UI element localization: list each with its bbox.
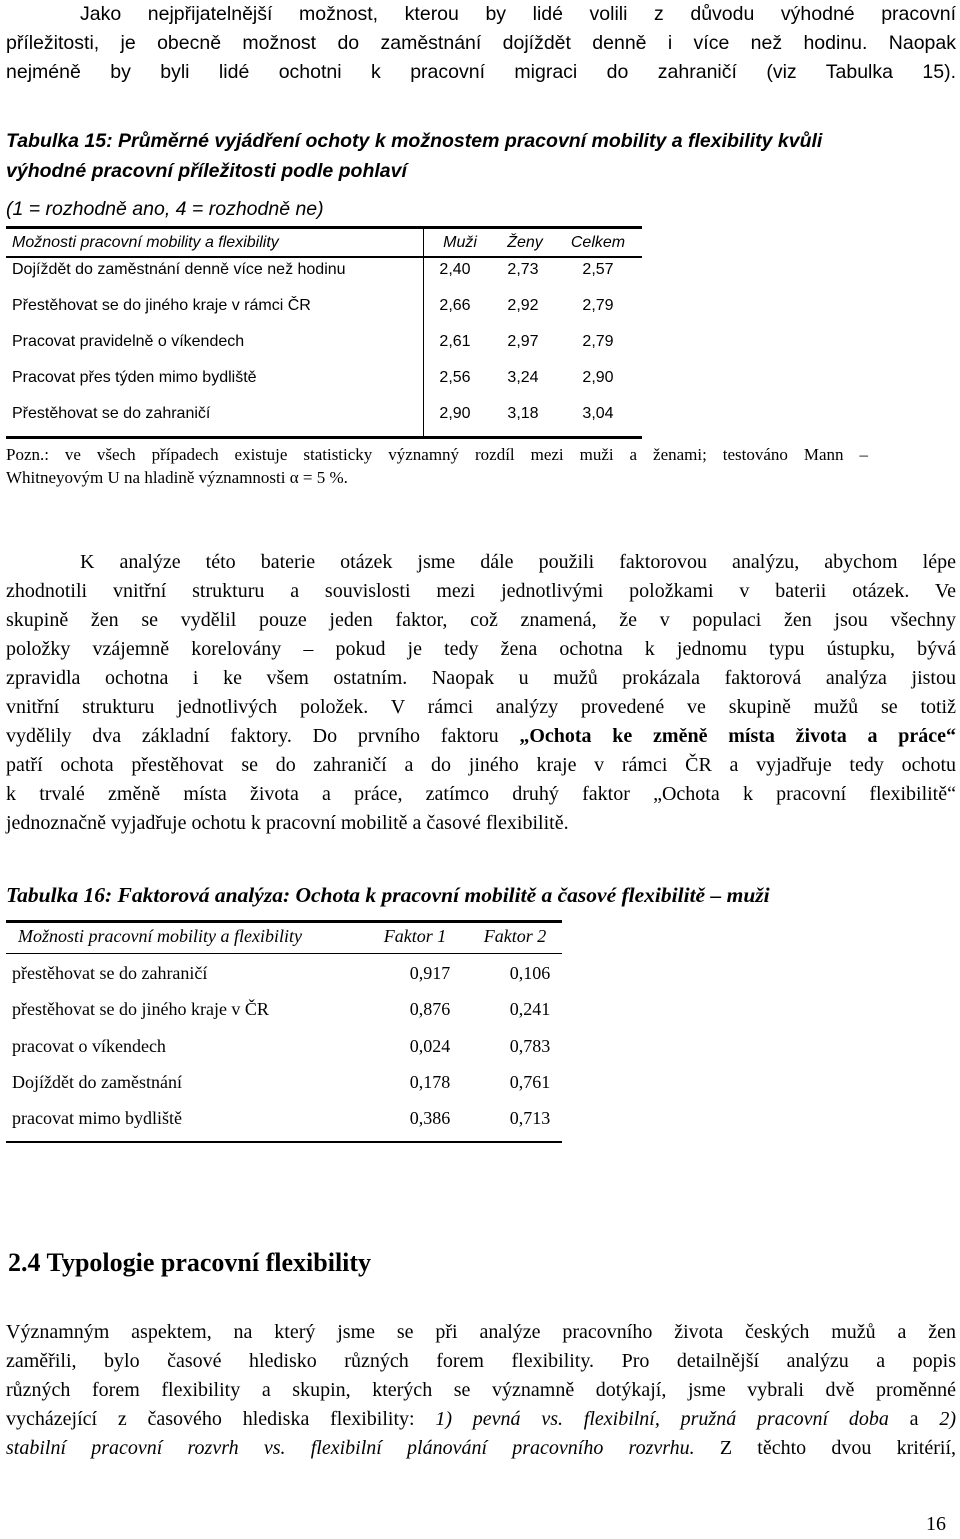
table16-row-label: Dojíždět do zaměstnání — [12, 1072, 182, 1092]
table16-cell-factor1: 0,876 — [409, 999, 451, 1019]
paragraph-line: zaměřili, bylo časové hledisko různých forem flexibility. Pro detailnější analýzu a popis — [6, 1350, 956, 1372]
table16-cell-factor1: 0,178 — [409, 1072, 451, 1092]
table15-cell-women: 3,24 — [507, 369, 539, 386]
table15-row-label: Přestěhovat se do zahraničí — [12, 405, 211, 422]
table15-cell-women: 2,73 — [507, 261, 539, 278]
table16-cell-factor2: 0,783 — [509, 1036, 551, 1056]
table15-column-divider — [423, 226, 424, 438]
table15-note-line: Whitneyovým U na hladině významnosti α = 5 %. — [6, 468, 348, 487]
table15-cell-men: 2,61 — [439, 333, 471, 350]
table16-header-factor1: Faktor 1 — [383, 926, 447, 946]
paragraph-text: vycházející z časového hlediska flexibility: — [6, 1408, 436, 1430]
table15-bottom-rule — [6, 436, 642, 439]
table16-cell-factor1: 0,386 — [409, 1108, 451, 1128]
table16-cell-factor1: 0,917 — [409, 963, 451, 983]
intro-line: nejméně by byli lidé ochotni k pracovní migraci do zahraničí (viz Tabulka 15). — [6, 61, 956, 83]
table15-cell-total: 2,90 — [582, 369, 614, 386]
table15-row-label: Pracovat přes týden mimo bydliště — [12, 369, 257, 386]
table15-cell-women: 3,18 — [507, 405, 539, 422]
table16-caption: Tabulka 16: Faktorová analýza: Ochota k pracovní mobilitě a časové flexibilitě – muži — [6, 883, 770, 907]
table16-bottom-rule — [6, 1141, 562, 1143]
table15-cell-men: 2,66 — [439, 297, 471, 314]
section-heading: 2.4 Typologie pracovní flexibility — [8, 1248, 372, 1277]
table16-row-label: přestěhovat se do jiného kraje v ČR — [12, 999, 269, 1019]
page-number: 16 — [926, 1513, 946, 1535]
paragraph-text: vydělily dva základní faktory. Do prvního faktoru — [6, 725, 520, 747]
table16-header-factor2: Faktor 2 — [483, 926, 547, 946]
table15-cell-total: 3,04 — [582, 405, 614, 422]
table16-row-label: pracovat mimo bydliště — [12, 1108, 182, 1128]
paragraph-line — [6, 722, 956, 751]
table15-header-women: Ženy — [507, 234, 543, 251]
paragraph-line — [6, 1434, 956, 1463]
typology-paragraph — [6, 1318, 956, 1463]
table15-cell-total: 2,57 — [582, 261, 614, 278]
table16-header-rule — [6, 953, 562, 954]
paragraph-line: K analýze této baterie otázek jsme dále použili faktorovou analýzu, abychom lépe — [80, 551, 956, 573]
paragraph-line: různých forem flexibility a skupin, kterých se významně dotýkají, jsme vybrali dvě proměnné — [6, 1379, 956, 1401]
table15-header-total: Celkem — [570, 234, 626, 251]
table16-cell-factor2: 0,713 — [509, 1108, 551, 1128]
table15-note — [6, 443, 868, 489]
table15-top-rule — [6, 226, 642, 229]
table15-cell-total: 2,79 — [582, 333, 614, 350]
variable-2-number: 2) — [939, 1408, 956, 1430]
paragraph-line: patří ochota přestěhovat se do zahraničí a do jiného kraje v rámci ČR a vyjadřuje tedy ochotu — [6, 754, 956, 776]
paragraph-line: jednoznačně vyjadřuje ochotu k pracovní mobilitě a časové flexibilitě. — [6, 812, 569, 834]
table16-cell-factor2: 0,241 — [509, 999, 551, 1019]
table15-note-line: Pozn.: ve všech případech existuje statisticky významný rozdíl mezi muži a ženami; testováno Mann – — [6, 445, 868, 464]
table15-row-label: Přestěhovat se do jiného kraje v rámci ČR — [12, 297, 311, 314]
table15-header-rule — [6, 256, 642, 258]
analysis-paragraph — [6, 548, 956, 838]
table16-cell-factor1: 0,024 — [409, 1036, 451, 1056]
table15-cell-men: 2,40 — [439, 261, 471, 278]
table16-header-option: Možnosti pracovní mobility a flexibility — [18, 926, 302, 946]
table16-top-rule — [6, 920, 562, 923]
paragraph-line: skupině žen se vydělil pouze jeden faktor, což znamená, že v populaci žen jsou všechny — [6, 609, 956, 631]
paragraph-line: Významným aspektem, na který jsme se při analýze pracovního života českých mužů a žen — [6, 1321, 956, 1343]
factor1-name: „Ochota ke změně místa života a práce“ — [519, 725, 956, 747]
table16-cell-factor2: 0,106 — [509, 963, 551, 983]
table15-row-label: Dojíždět do zaměstnání denně více než hodinu — [12, 261, 346, 278]
variable-2-name: stabilní pracovní rozvrh vs. flexibilní plánování pracovního rozvrhu. — [6, 1437, 695, 1459]
paragraph-line: zhodnotili vnitřní strukturu a souvislosti mezi jednotlivými položkami v baterii otázek. Ve — [6, 580, 956, 602]
paragraph-line: vnitřní strukturu jednotlivých položek. V rámci analýzy provedené ve skupině mužů se totiž — [6, 696, 956, 718]
table15-caption — [6, 126, 822, 186]
table15-cell-women: 2,97 — [507, 333, 539, 350]
intro-line: příležitosti, je obecně možnost do zaměstnání dojíždět denně i více než hodinu. Naopak — [6, 32, 956, 54]
table15-cell-men: 2,56 — [439, 369, 471, 386]
table16-row-label: pracovat o víkendech — [12, 1036, 166, 1056]
table15-caption-line: Tabulka 15: Průměrné vyjádření ochoty k možnostem pracovní mobility a flexibility kvůli — [6, 130, 823, 152]
paragraph-line: k trvalé změně místa života a práce, zatímco druhý faktor „Ochota k pracovní flexibilitě“ — [6, 783, 956, 805]
intro-line: Jako nejpřijatelnější možnost, kterou by lidé volili z důvodu výhodné pracovní — [80, 3, 956, 25]
intro-paragraph — [6, 0, 956, 87]
table15-cell-men: 2,90 — [439, 405, 471, 422]
paragraph-line — [6, 1405, 956, 1434]
table15-header-option: Možnosti pracovní mobility a flexibility — [12, 234, 279, 251]
table16-cell-factor2: 0,761 — [509, 1072, 551, 1092]
table15-scale-note: (1 = rozhodně ano, 4 = rozhodně ne) — [6, 198, 324, 220]
paragraph-text: a — [888, 1408, 940, 1430]
variable-1-name: 1) pevná vs. flexibilní, pružná pracovní doba — [435, 1408, 889, 1430]
paragraph-line: zpravidla ochotna i ke všem ostatním. Naopak u mužů prokázala faktorová analýza jistou — [6, 667, 956, 689]
table15-row-label: Pracovat pravidelně o víkendech — [12, 333, 245, 350]
table15-cell-total: 2,79 — [582, 297, 614, 314]
table15-cell-women: 2,92 — [507, 297, 539, 314]
table15-caption-line: výhodné pracovní příležitosti podle pohlaví — [6, 160, 407, 182]
paragraph-line: položky vzájemně korelovány – pokud je tedy žena ochotna k jednomu typu ústupku, bývá — [6, 638, 956, 660]
paragraph-text: Z těchto dvou kritérií, — [694, 1437, 956, 1459]
table15-header-men: Muži — [443, 234, 477, 251]
table16-row-label: přestěhovat se do zahraničí — [12, 963, 208, 983]
